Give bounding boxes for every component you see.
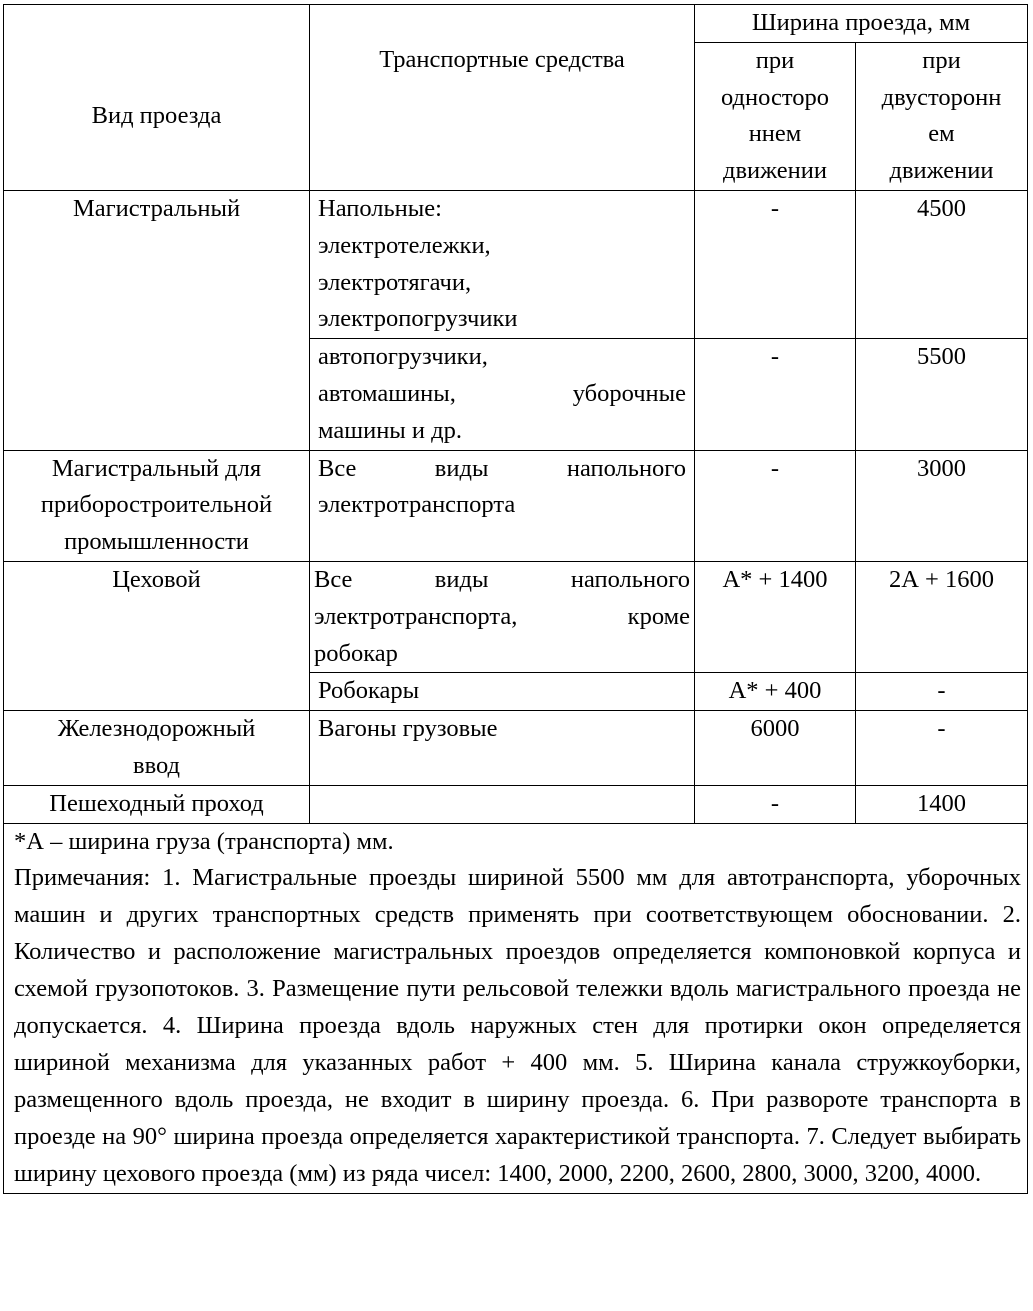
vehicles-cell [310, 561, 695, 672]
type-line: промышленности [64, 528, 249, 556]
one-way-cell [695, 785, 856, 823]
notes-text: Примечания: 1. Магистральные проезды шириной 5500 мм для автотранспорта, уборочных машин и других транспортных средств применять при соответствующем обосновании. 2. Количество и расположение магистральных проездов определяется компоновкой корпуса и схемой грузопотоков. 3. Размещение пути рельсовой тележки вдоль магистрального проезда не допускается. 4. Ширина проезда вдоль наружных стен для протирки окон определяется шириной механизма для указанных работ + 400 мм. 5. Ширина канала стружкоуборки, размещенного вдоль проезда, не входит в ширину проезда. 6. При развороте транспорта в проезде на 90° ширина проезда определяется характеристикой транспорта. 7. Следует выбирать ширину цехового проезда (мм) из ряда чисел: 1400, 2000, 2200, 2600, 2800, 3000, 3200, 4000. [14, 864, 1021, 1187]
table-row [4, 561, 1028, 672]
vehicles-line: Напольные: [318, 194, 442, 222]
type-line: Железнодорожный [57, 715, 256, 743]
vehicles-cell [310, 339, 695, 450]
two-way-cell [856, 561, 1028, 672]
two-way-cell [856, 711, 1028, 786]
driveway-width-table [3, 4, 1028, 1194]
header-one-way-cell [695, 42, 856, 190]
one-way-cell [695, 339, 856, 450]
header-type-label: Вид проезда [91, 101, 222, 129]
vehicles-line: Все виды напольного [314, 565, 690, 593]
header-width-label: Ширина проезда, мм [751, 9, 971, 36]
header-one-way-line: движении [723, 157, 827, 185]
type-cell [4, 561, 310, 710]
vehicles-line: Все виды напольного [318, 454, 686, 482]
type-cell [4, 450, 310, 561]
table-row [4, 190, 1028, 338]
footnote: *А – ширина груза (транспорта) мм. [14, 827, 394, 855]
two-way-cell [856, 339, 1028, 450]
vehicles-line: Вагоны грузовые [318, 715, 498, 743]
vehicles-cell [310, 673, 695, 711]
two-way-cell [856, 190, 1028, 338]
two-way-cell [856, 673, 1028, 711]
one-way-value: А* + 1400 [722, 565, 828, 593]
type-line: приборостроительной [40, 491, 273, 519]
vehicles-line: электротележки, [318, 231, 491, 259]
table-row [4, 450, 1028, 561]
vehicles-cell [310, 711, 695, 786]
vehicles-line: машины и др. [318, 416, 462, 444]
two-way-cell [856, 785, 1028, 823]
one-way-cell [695, 190, 856, 338]
type-label: Пешеходный проход [49, 789, 264, 817]
vehicles-cell [310, 785, 695, 823]
one-way-value: - [770, 789, 780, 817]
notes-row [4, 823, 1028, 1193]
type-line: Магистральный для [51, 454, 262, 482]
one-way-cell [695, 673, 856, 711]
vehicles-line: автопогрузчики, [318, 343, 488, 371]
type-label: Цеховой [112, 565, 201, 593]
header-one-way-line: односторо [721, 83, 829, 111]
type-cell [4, 785, 310, 823]
table-row [4, 711, 1028, 786]
one-way-value: А* + 400 [728, 677, 822, 705]
vehicles-line: автомашины, уборочные [318, 379, 686, 407]
one-way-cell [695, 450, 856, 561]
vehicles-line: электропогрузчики [318, 305, 518, 333]
one-way-cell [695, 561, 856, 672]
two-way-value: 4500 [917, 194, 966, 222]
type-cell [4, 711, 310, 786]
vehicles-line: электротранспорта [318, 491, 516, 519]
two-way-cell [856, 450, 1028, 561]
vehicles-line: электротягачи, [318, 268, 472, 296]
header-one-way-line: при [755, 46, 795, 74]
notes-cell [4, 823, 1028, 1193]
vehicles-line: электротранспорта, кроме [314, 602, 690, 630]
two-way-value: 5500 [917, 343, 966, 371]
two-way-value: - [937, 715, 946, 743]
header-row-1 [4, 5, 1028, 43]
vehicles-line: робокар [314, 639, 398, 667]
two-way-value: 1400 [917, 789, 966, 817]
one-way-value: - [770, 343, 780, 371]
header-one-way-line: ннем [748, 120, 802, 148]
two-way-value: - [937, 677, 946, 705]
header-vehicles-cell [310, 5, 695, 191]
header-two-way-line: движении [889, 157, 994, 185]
one-way-value: 6000 [750, 715, 800, 743]
header-vehicles-label: Транспортные средства [379, 46, 625, 73]
vehicles-line: Робокары [318, 677, 420, 705]
vehicles-cell [310, 190, 695, 338]
vehicles-cell [310, 450, 695, 561]
header-two-way-line: ем [928, 120, 955, 148]
header-width-cell [695, 5, 1028, 43]
header-type-cell [4, 5, 310, 191]
header-two-way-cell [856, 42, 1028, 190]
two-way-value: 2А + 1600 [888, 565, 994, 593]
type-label: Магистральный [72, 194, 241, 222]
one-way-value: - [770, 454, 780, 482]
one-way-cell [695, 711, 856, 786]
type-cell [4, 190, 310, 450]
type-line: ввод [133, 751, 180, 779]
table-row [4, 785, 1028, 823]
header-two-way-line: двусторонн [881, 83, 1002, 111]
one-way-value: - [770, 194, 780, 222]
two-way-value: 3000 [917, 454, 966, 482]
header-two-way-line: при [922, 46, 961, 74]
